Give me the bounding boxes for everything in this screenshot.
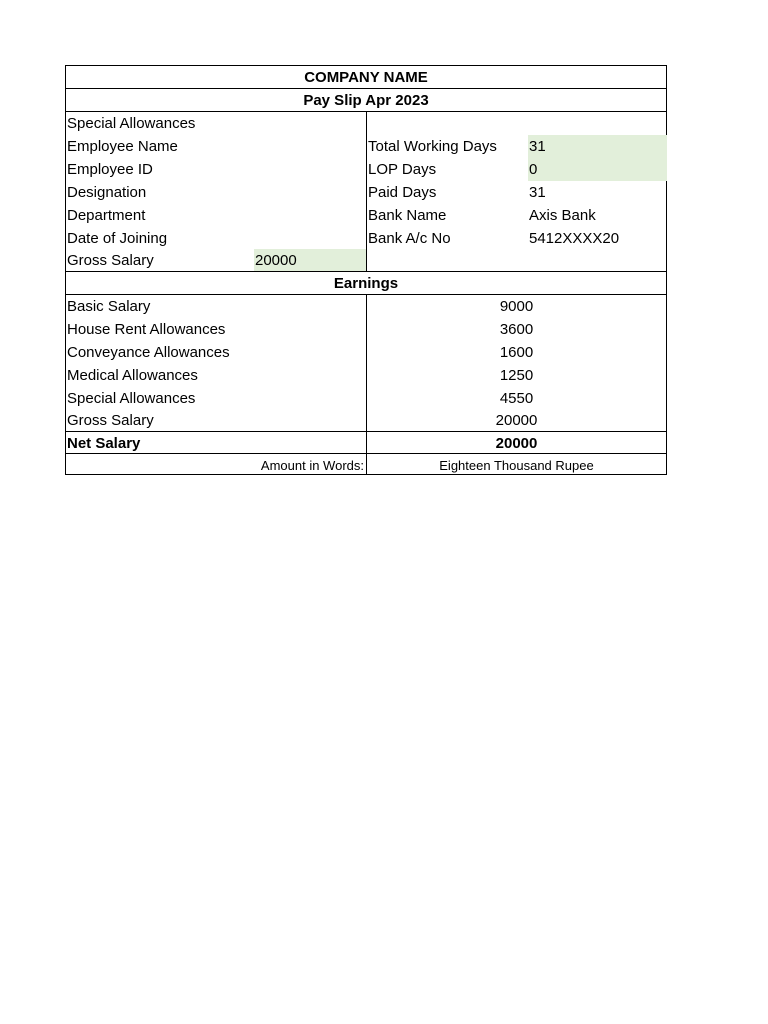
earnings-label-medical[interactable]: Medical Allowances <box>67 367 198 384</box>
earnings-label-basic-salary[interactable]: Basic Salary <box>67 298 151 315</box>
employee-value-department[interactable] <box>254 204 367 227</box>
earnings-label-hra[interactable]: House Rent Allowances <box>67 321 226 338</box>
net-salary-value[interactable]: 20000 <box>495 435 538 452</box>
column-divider <box>366 295 367 474</box>
attendance-label-bank-name[interactable]: Bank Name <box>368 207 447 224</box>
attendance-label-paid-days[interactable]: Paid Days <box>368 184 437 201</box>
amount-in-words-value[interactable]: Eighteen Thousand Rupee <box>439 458 594 473</box>
earnings-value-gross-salary[interactable]: 20000 <box>495 412 538 429</box>
employee-label-id[interactable]: Employee ID <box>67 161 153 178</box>
company-name[interactable]: COMPANY NAME <box>304 69 428 86</box>
earnings-value-special[interactable]: 4550 <box>499 390 534 407</box>
earnings-value-medical[interactable]: 1250 <box>499 367 534 384</box>
employee-label-department[interactable]: Department <box>67 207 146 224</box>
employee-value-name[interactable] <box>254 135 367 158</box>
net-salary-label[interactable]: Net Salary <box>67 435 141 452</box>
earnings-label-gross-salary[interactable]: Gross Salary <box>67 412 154 429</box>
employee-label-designation[interactable]: Designation <box>67 184 147 201</box>
amount-in-words-label[interactable]: Amount in Words: <box>260 458 364 473</box>
pay-slip-title[interactable]: Pay Slip Apr 2023 <box>303 92 429 109</box>
earnings-label-conveyance[interactable]: Conveyance Allowances <box>67 344 230 361</box>
attendance-value-lop-days[interactable]: 0 <box>528 158 667 181</box>
employee-label-date-of-joining[interactable]: Date of Joining <box>67 230 168 247</box>
employee-label-gross-salary[interactable]: Gross Salary <box>67 252 154 269</box>
attendance-label-bank-account[interactable]: Bank A/c No <box>368 230 451 247</box>
pay-slip-sheet <box>65 65 667 475</box>
employee-value-gross-salary[interactable]: 20000 <box>254 249 367 272</box>
employee-value-date-of-joining[interactable] <box>254 227 367 250</box>
attendance-label-total-working-days[interactable]: Total Working Days <box>368 138 497 155</box>
employee-value-id[interactable] <box>254 158 367 181</box>
employee-value-designation[interactable] <box>254 181 367 204</box>
employee-label-name[interactable]: Employee Name <box>67 138 178 155</box>
earnings-label-special[interactable]: Special Allowances <box>67 390 196 407</box>
employee-label-special-allowances[interactable]: Special Allowances <box>67 115 196 132</box>
earnings-value-conveyance[interactable]: 1600 <box>499 344 534 361</box>
earnings-title[interactable]: Earnings <box>333 275 399 292</box>
attendance-label-lop-days[interactable]: LOP Days <box>368 161 437 178</box>
attendance-value-paid-days[interactable]: 31 <box>529 184 546 201</box>
earnings-value-basic-salary[interactable]: 9000 <box>499 298 534 315</box>
attendance-value-total-working-days[interactable]: 31 <box>528 135 667 158</box>
attendance-value-bank-name[interactable]: Axis Bank <box>529 207 596 224</box>
earnings-value-hra[interactable]: 3600 <box>499 321 534 338</box>
attendance-value-bank-account[interactable]: 5412XXXX20 <box>529 230 620 247</box>
